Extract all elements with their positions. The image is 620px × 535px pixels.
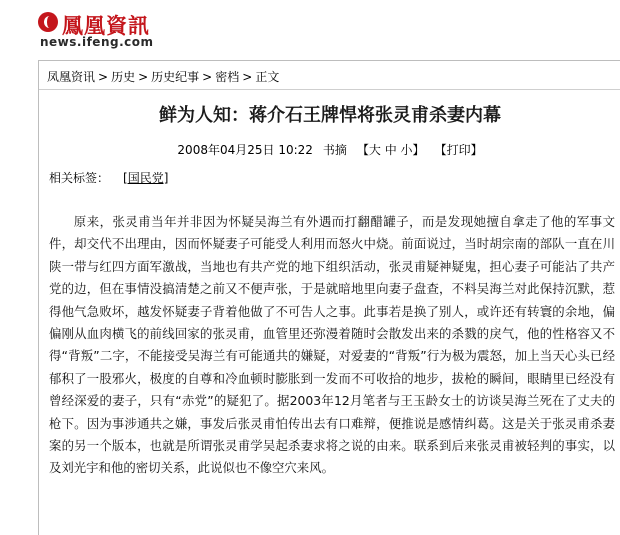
- breadcrumb-item-history[interactable]: 历史: [111, 70, 136, 84]
- breadcrumb-separator: >: [98, 70, 109, 84]
- article-panel: [38, 60, 620, 535]
- site-header: [0, 0, 620, 58]
- breadcrumb-separator: >: [138, 70, 149, 84]
- logo-domain: news.ifeng.com: [40, 35, 154, 49]
- breadcrumb: [47, 68, 279, 85]
- breadcrumb-separator: >: [242, 70, 253, 84]
- breadcrumb-separator: >: [202, 70, 213, 84]
- publish-datetime: 2008年04月25日 10:22: [177, 143, 313, 157]
- article-title: 鲜为人知：蒋介石王牌悍将张灵甫杀妻内幕: [159, 105, 501, 126]
- digest-label: 书摘: [322, 143, 347, 157]
- phoenix-logo-icon: [38, 12, 58, 32]
- related-tags: [49, 169, 168, 186]
- article-body: 原来，张灵甫当年并非因为怀疑吴海兰有外遇而打翻醋罐子，而是发现她擅自拿走了他的军事文件，却交代不出理由，因而怀疑妻子可能受人利用而怒火中烧。前面说过，当时胡宗南的部队一直在川陕一带与红四方面军激战，当地也有共产党的地下组织活动，张灵甫疑神疑鬼，担心妻子可能沾了共产党的边，但在事情没搞清楚之前又不便声张，于是就暗地里向妻子盘查，不料吴海兰对此保持沉默，惹得他气急败坏，越发怀疑妻子背着他做了不可告人之事。此事若是换了别人，或许还有转寰的余地，偏偏刚从血肉横飞的前线回家的张灵甫，血管里还弥漫着随时会散发出来的杀戮的戾气，他的性格容又不得“背叛”二字，不能接受吴海兰有可能通共的嫌疑，对爱妻的“背叛”行为极为震怒，加上当天心头已经郁积了一股邪火，极度的自尊和冷血顿时膨胀到一发而不可收拾的地步，拔枪的瞬间，眼睛里已经没有曾经深爱的妻子，只有“赤党”的疑犯了。据2003年12月笔者与王玉龄女士的访谈吴海兰死在了丈夫的枪下。因为事涉通共之嫌，事发后张灵甫怕传出去有口难辩，便推说是感情纠葛。这是关于张灵甫杀妻案的另一个版本，也就是所谓张灵甫学吴起杀妻求将之说的由来。联系到后来张灵甫被轻判的事实，以及刘光宇和他的密切关系，此说似也不像空穴来风。: [49, 214, 615, 476]
- logo-chinese-name: 鳳凰資訊: [62, 13, 150, 38]
- tag-link-kmt[interactable]: [国民党]: [123, 171, 169, 185]
- breadcrumb-item-home[interactable]: 凤凰资讯: [47, 70, 96, 84]
- article-meta: [39, 141, 620, 158]
- print-button[interactable]: 【打印】: [434, 143, 483, 157]
- breadcrumb-item-history-events[interactable]: 历史纪事: [151, 70, 200, 84]
- site-logo[interactable]: [38, 10, 178, 52]
- font-size-switcher[interactable]: 【大 中 小】: [356, 143, 425, 157]
- breadcrumb-item-current: 正文: [255, 70, 280, 84]
- tags-label: 相关标签：: [49, 171, 110, 185]
- divider: [39, 89, 620, 90]
- breadcrumb-item-secret-files[interactable]: 密档: [215, 70, 240, 84]
